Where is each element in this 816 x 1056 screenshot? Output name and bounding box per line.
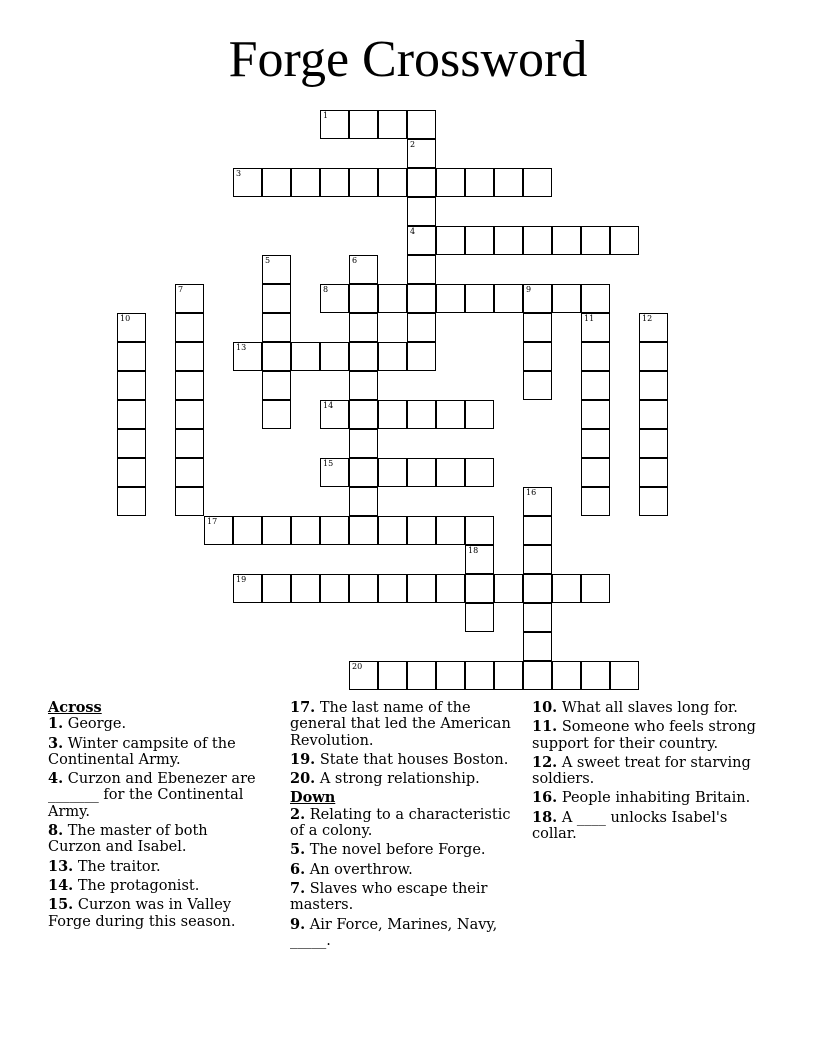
grid-cell[interactable] (407, 661, 436, 690)
clue-item-number: 17. (290, 699, 316, 716)
grid-cell[interactable] (349, 516, 378, 545)
clue-item (290, 862, 512, 878)
grid-cell[interactable] (523, 632, 552, 661)
clue-item-number: 12. (532, 753, 558, 771)
clue-item-text: What all slaves long for. (557, 700, 738, 716)
grid-cell[interactable] (639, 429, 668, 458)
clue-number: 3 (236, 169, 242, 178)
clue-item-text: Curzon and Ebenezer are _______ for the Continental Army. (48, 771, 256, 820)
clue-item-text: Curzon was in Valley Forge during this season. (48, 897, 236, 930)
grid-cell[interactable] (233, 168, 262, 197)
clue-number: 16 (526, 488, 537, 497)
clue-number: 10 (120, 314, 131, 323)
grid-cell[interactable] (465, 661, 494, 690)
clue-item-text: Relating to a characteristic of a colony. (290, 806, 511, 840)
grid-cell[interactable] (117, 342, 146, 371)
grid-cell[interactable] (581, 284, 610, 313)
grid-cell[interactable] (349, 168, 378, 197)
clue-column-right (532, 700, 762, 845)
grid-cell[interactable] (291, 342, 320, 371)
clue-number: 1 (323, 111, 329, 120)
grid-cell[interactable] (291, 516, 320, 545)
clue-item-number: 15. (48, 896, 74, 914)
grid-cell[interactable] (378, 342, 407, 371)
clue-item-number: 18. (532, 808, 558, 826)
grid-cell[interactable] (523, 516, 552, 545)
clue-item (290, 700, 512, 749)
grid-cell[interactable] (494, 661, 523, 690)
grid-cell[interactable] (320, 110, 349, 139)
grid-cell[interactable] (349, 574, 378, 603)
grid-cell[interactable] (465, 458, 494, 487)
clue-number: 19 (236, 575, 247, 584)
grid-cell[interactable] (639, 400, 668, 429)
grid-cell[interactable] (407, 255, 436, 284)
clue-item (290, 917, 512, 950)
grid-cell[interactable] (378, 574, 407, 603)
grid-cell[interactable] (523, 284, 552, 313)
clue-item-number: 9. (290, 915, 306, 933)
clue-number: 14 (323, 401, 334, 410)
grid-cell[interactable] (175, 487, 204, 516)
grid-cell[interactable] (117, 487, 146, 516)
grid-cell[interactable] (175, 400, 204, 429)
grid-cell[interactable] (378, 284, 407, 313)
grid-cell[interactable] (262, 574, 291, 603)
clue-item-number: 2. (290, 805, 306, 823)
clue-item-text: George. (63, 716, 127, 733)
grid-cell[interactable] (378, 458, 407, 487)
grid-cell[interactable] (494, 284, 523, 313)
grid-cell[interactable] (117, 400, 146, 429)
grid-cell[interactable] (465, 516, 494, 545)
clue-number: 6 (352, 256, 358, 265)
clue-item (48, 897, 263, 930)
grid-cell[interactable] (465, 284, 494, 313)
clue-item (290, 771, 512, 787)
clue-item-number: 8. (48, 822, 64, 840)
clue-item-text: Air Force, Marines, Navy, _____. (290, 916, 498, 949)
grid-cell[interactable] (465, 168, 494, 197)
grid-cell[interactable] (320, 342, 349, 371)
clue-item-number: 13. (48, 857, 74, 875)
grid-cell[interactable] (552, 284, 581, 313)
clue-number: 5 (265, 256, 271, 265)
grid-cell[interactable] (349, 400, 378, 429)
grid-cell[interactable] (349, 342, 378, 371)
grid-cell[interactable] (494, 168, 523, 197)
grid-cell[interactable] (349, 371, 378, 400)
clue-number: 15 (323, 459, 334, 468)
grid-cell[interactable] (436, 400, 465, 429)
clue-number: 9 (526, 285, 532, 294)
grid-cell[interactable] (581, 313, 610, 342)
clue-item-text: A strong relationship. (315, 771, 480, 788)
grid-cell[interactable] (436, 574, 465, 603)
clue-item-text: A ____ unlocks Isabel's collar. (532, 809, 728, 843)
grid-cell[interactable] (175, 371, 204, 400)
grid-cell[interactable] (320, 400, 349, 429)
clue-item-number: 14. (48, 876, 74, 894)
clue-item-text: The last name of the general that led the American Revolution. (290, 700, 511, 749)
clue-number: 17 (207, 517, 218, 526)
clue-item-text: State that houses Boston. (315, 751, 509, 768)
grid-cell[interactable] (407, 574, 436, 603)
grid-cell[interactable] (523, 545, 552, 574)
clue-item-number: 7. (290, 879, 306, 897)
clue-number: 12 (642, 314, 653, 323)
clue-item (532, 790, 762, 806)
grid-cell[interactable] (262, 313, 291, 342)
grid-cell[interactable] (262, 516, 291, 545)
grid-cell[interactable] (639, 371, 668, 400)
grid-cell[interactable] (523, 487, 552, 516)
grid-cell[interactable] (639, 487, 668, 516)
grid-cell[interactable] (465, 574, 494, 603)
clue-item-text: Someone who feels strong support for their country. (532, 719, 756, 752)
grid-cell[interactable] (581, 429, 610, 458)
grid-cell[interactable] (378, 661, 407, 690)
grid-cell[interactable] (523, 661, 552, 690)
clue-number: 13 (236, 343, 247, 352)
grid-cell[interactable] (465, 545, 494, 574)
grid-cell[interactable] (639, 313, 668, 342)
grid-cell[interactable] (523, 168, 552, 197)
grid-cell[interactable] (523, 603, 552, 632)
grid-cell[interactable] (581, 400, 610, 429)
grid-cell[interactable] (581, 226, 610, 255)
grid-cell[interactable] (175, 284, 204, 313)
clue-item-number: 6. (290, 860, 306, 878)
clue-item (48, 716, 263, 732)
clue-item (290, 881, 512, 914)
grid-cell[interactable] (320, 458, 349, 487)
grid-cell[interactable] (262, 371, 291, 400)
clue-item-text: An overthrow. (305, 861, 413, 878)
clue-number: 11 (584, 314, 595, 323)
clue-item (290, 842, 512, 858)
grid-cell[interactable] (117, 458, 146, 487)
grid-cell[interactable] (407, 197, 436, 226)
grid-cell[interactable] (117, 313, 146, 342)
grid-cell[interactable] (175, 458, 204, 487)
grid-cell[interactable] (581, 661, 610, 690)
grid-cell[interactable] (523, 313, 552, 342)
grid-cell[interactable] (407, 342, 436, 371)
grid-cell[interactable] (407, 110, 436, 139)
grid-cell[interactable] (494, 574, 523, 603)
clue-item (290, 752, 512, 768)
clue-number: 2 (410, 140, 416, 149)
clue-number: 20 (352, 662, 363, 671)
clue-item-text: People inhabiting Britain. (557, 790, 751, 807)
grid-cell[interactable] (233, 574, 262, 603)
page-title: Forge Crossword (228, 31, 588, 88)
clue-item (532, 700, 762, 716)
grid-cell[interactable] (552, 574, 581, 603)
grid-cell[interactable] (523, 342, 552, 371)
clue-item (48, 878, 263, 894)
grid-cell[interactable] (349, 429, 378, 458)
grid-cell[interactable] (378, 110, 407, 139)
grid-cell[interactable] (465, 400, 494, 429)
clue-item-text: The novel before Forge. (305, 842, 486, 859)
grid-cell[interactable] (407, 226, 436, 255)
grid-cell[interactable] (262, 400, 291, 429)
grid-cell[interactable] (436, 458, 465, 487)
grid-cell[interactable] (320, 516, 349, 545)
grid-cell[interactable] (639, 458, 668, 487)
grid-cell[interactable] (465, 603, 494, 632)
grid-cell[interactable] (378, 168, 407, 197)
clue-item-number: 1. (48, 715, 64, 733)
clue-item (48, 823, 263, 856)
grid-cell[interactable] (175, 342, 204, 371)
grid-cell[interactable] (407, 284, 436, 313)
clue-item-number: 10. (532, 699, 558, 716)
grid-cell[interactable] (581, 371, 610, 400)
clue-item-number: 4. (48, 770, 64, 788)
grid-cell[interactable] (436, 226, 465, 255)
clue-item-number: 3. (48, 734, 64, 752)
grid-cell[interactable] (117, 429, 146, 458)
clue-item (532, 755, 762, 788)
grid-cell[interactable] (407, 168, 436, 197)
clue-item-number: 20. (290, 770, 316, 788)
clue-item (48, 771, 263, 820)
clue-column-across (48, 700, 263, 933)
grid-cell[interactable] (175, 313, 204, 342)
clue-number: 18 (468, 546, 479, 555)
clue-item (532, 810, 762, 843)
grid-cell[interactable] (436, 284, 465, 313)
clue-number: 4 (410, 227, 416, 236)
grid-cell[interactable] (436, 661, 465, 690)
grid-cell[interactable] (523, 574, 552, 603)
grid-cell[interactable] (436, 168, 465, 197)
grid-cell[interactable] (378, 400, 407, 429)
clue-item-text: The traitor. (73, 858, 161, 875)
grid-cell[interactable] (465, 226, 494, 255)
clue-number: 8 (323, 285, 329, 294)
clue-column-middle (290, 700, 512, 952)
clue-item (290, 807, 512, 840)
clue-item-text: A sweet treat for starving soldiers. (532, 754, 751, 788)
grid-cell[interactable] (262, 342, 291, 371)
grid-cell[interactable] (581, 342, 610, 371)
grid-cell[interactable] (349, 284, 378, 313)
grid-cell[interactable] (523, 371, 552, 400)
grid-cell[interactable] (552, 661, 581, 690)
clue-item-number: 11. (532, 718, 558, 736)
grid-cell[interactable] (349, 487, 378, 516)
clue-item-text: Slaves who escape their masters. (290, 880, 488, 914)
grid-cell[interactable] (581, 458, 610, 487)
clue-item-text: The master of both Curzon and Isabel. (48, 823, 208, 856)
clue-item-text: Winter campsite of the Continental Army. (48, 735, 236, 768)
grid-cell[interactable] (233, 516, 262, 545)
grid-cell[interactable] (378, 516, 407, 545)
grid-cell[interactable] (291, 168, 320, 197)
grid-cell[interactable] (349, 110, 378, 139)
clue-heading-down: Down (290, 789, 336, 807)
grid-cell[interactable] (436, 516, 465, 545)
clue-item (48, 736, 263, 769)
clue-item (48, 859, 263, 875)
grid-cell[interactable] (117, 371, 146, 400)
clue-item-number: 19. (290, 750, 316, 768)
grid-cell[interactable] (581, 574, 610, 603)
grid-cell[interactable] (407, 139, 436, 168)
grid-cell[interactable] (320, 284, 349, 313)
grid-cell[interactable] (581, 487, 610, 516)
grid-cell[interactable] (291, 574, 320, 603)
grid-cell[interactable] (407, 458, 436, 487)
grid-cell[interactable] (233, 342, 262, 371)
clue-item-text: The protagonist. (73, 877, 200, 894)
grid-cell[interactable] (407, 516, 436, 545)
grid-cell[interactable] (349, 313, 378, 342)
grid-cell[interactable] (494, 226, 523, 255)
clue-number: 7 (178, 285, 184, 294)
grid-cell[interactable] (320, 168, 349, 197)
grid-cell[interactable] (639, 342, 668, 371)
grid-cell[interactable] (407, 400, 436, 429)
grid-cell[interactable] (204, 516, 233, 545)
clue-item (532, 719, 762, 752)
grid-cell[interactable] (552, 226, 581, 255)
grid-cell[interactable] (610, 661, 639, 690)
grid-cell[interactable] (262, 255, 291, 284)
grid-cell[interactable] (349, 458, 378, 487)
clue-item-number: 16. (532, 789, 558, 807)
grid-cell[interactable] (262, 168, 291, 197)
grid-cell[interactable] (320, 574, 349, 603)
grid-cell[interactable] (610, 226, 639, 255)
grid-cell[interactable] (523, 226, 552, 255)
grid-cell[interactable] (175, 429, 204, 458)
clue-heading-across: Across (48, 699, 102, 716)
grid-cell[interactable] (349, 661, 378, 690)
grid-cell[interactable] (262, 284, 291, 313)
clue-item-number: 5. (290, 841, 306, 859)
grid-cell[interactable] (407, 313, 436, 342)
grid-cell[interactable] (349, 255, 378, 284)
